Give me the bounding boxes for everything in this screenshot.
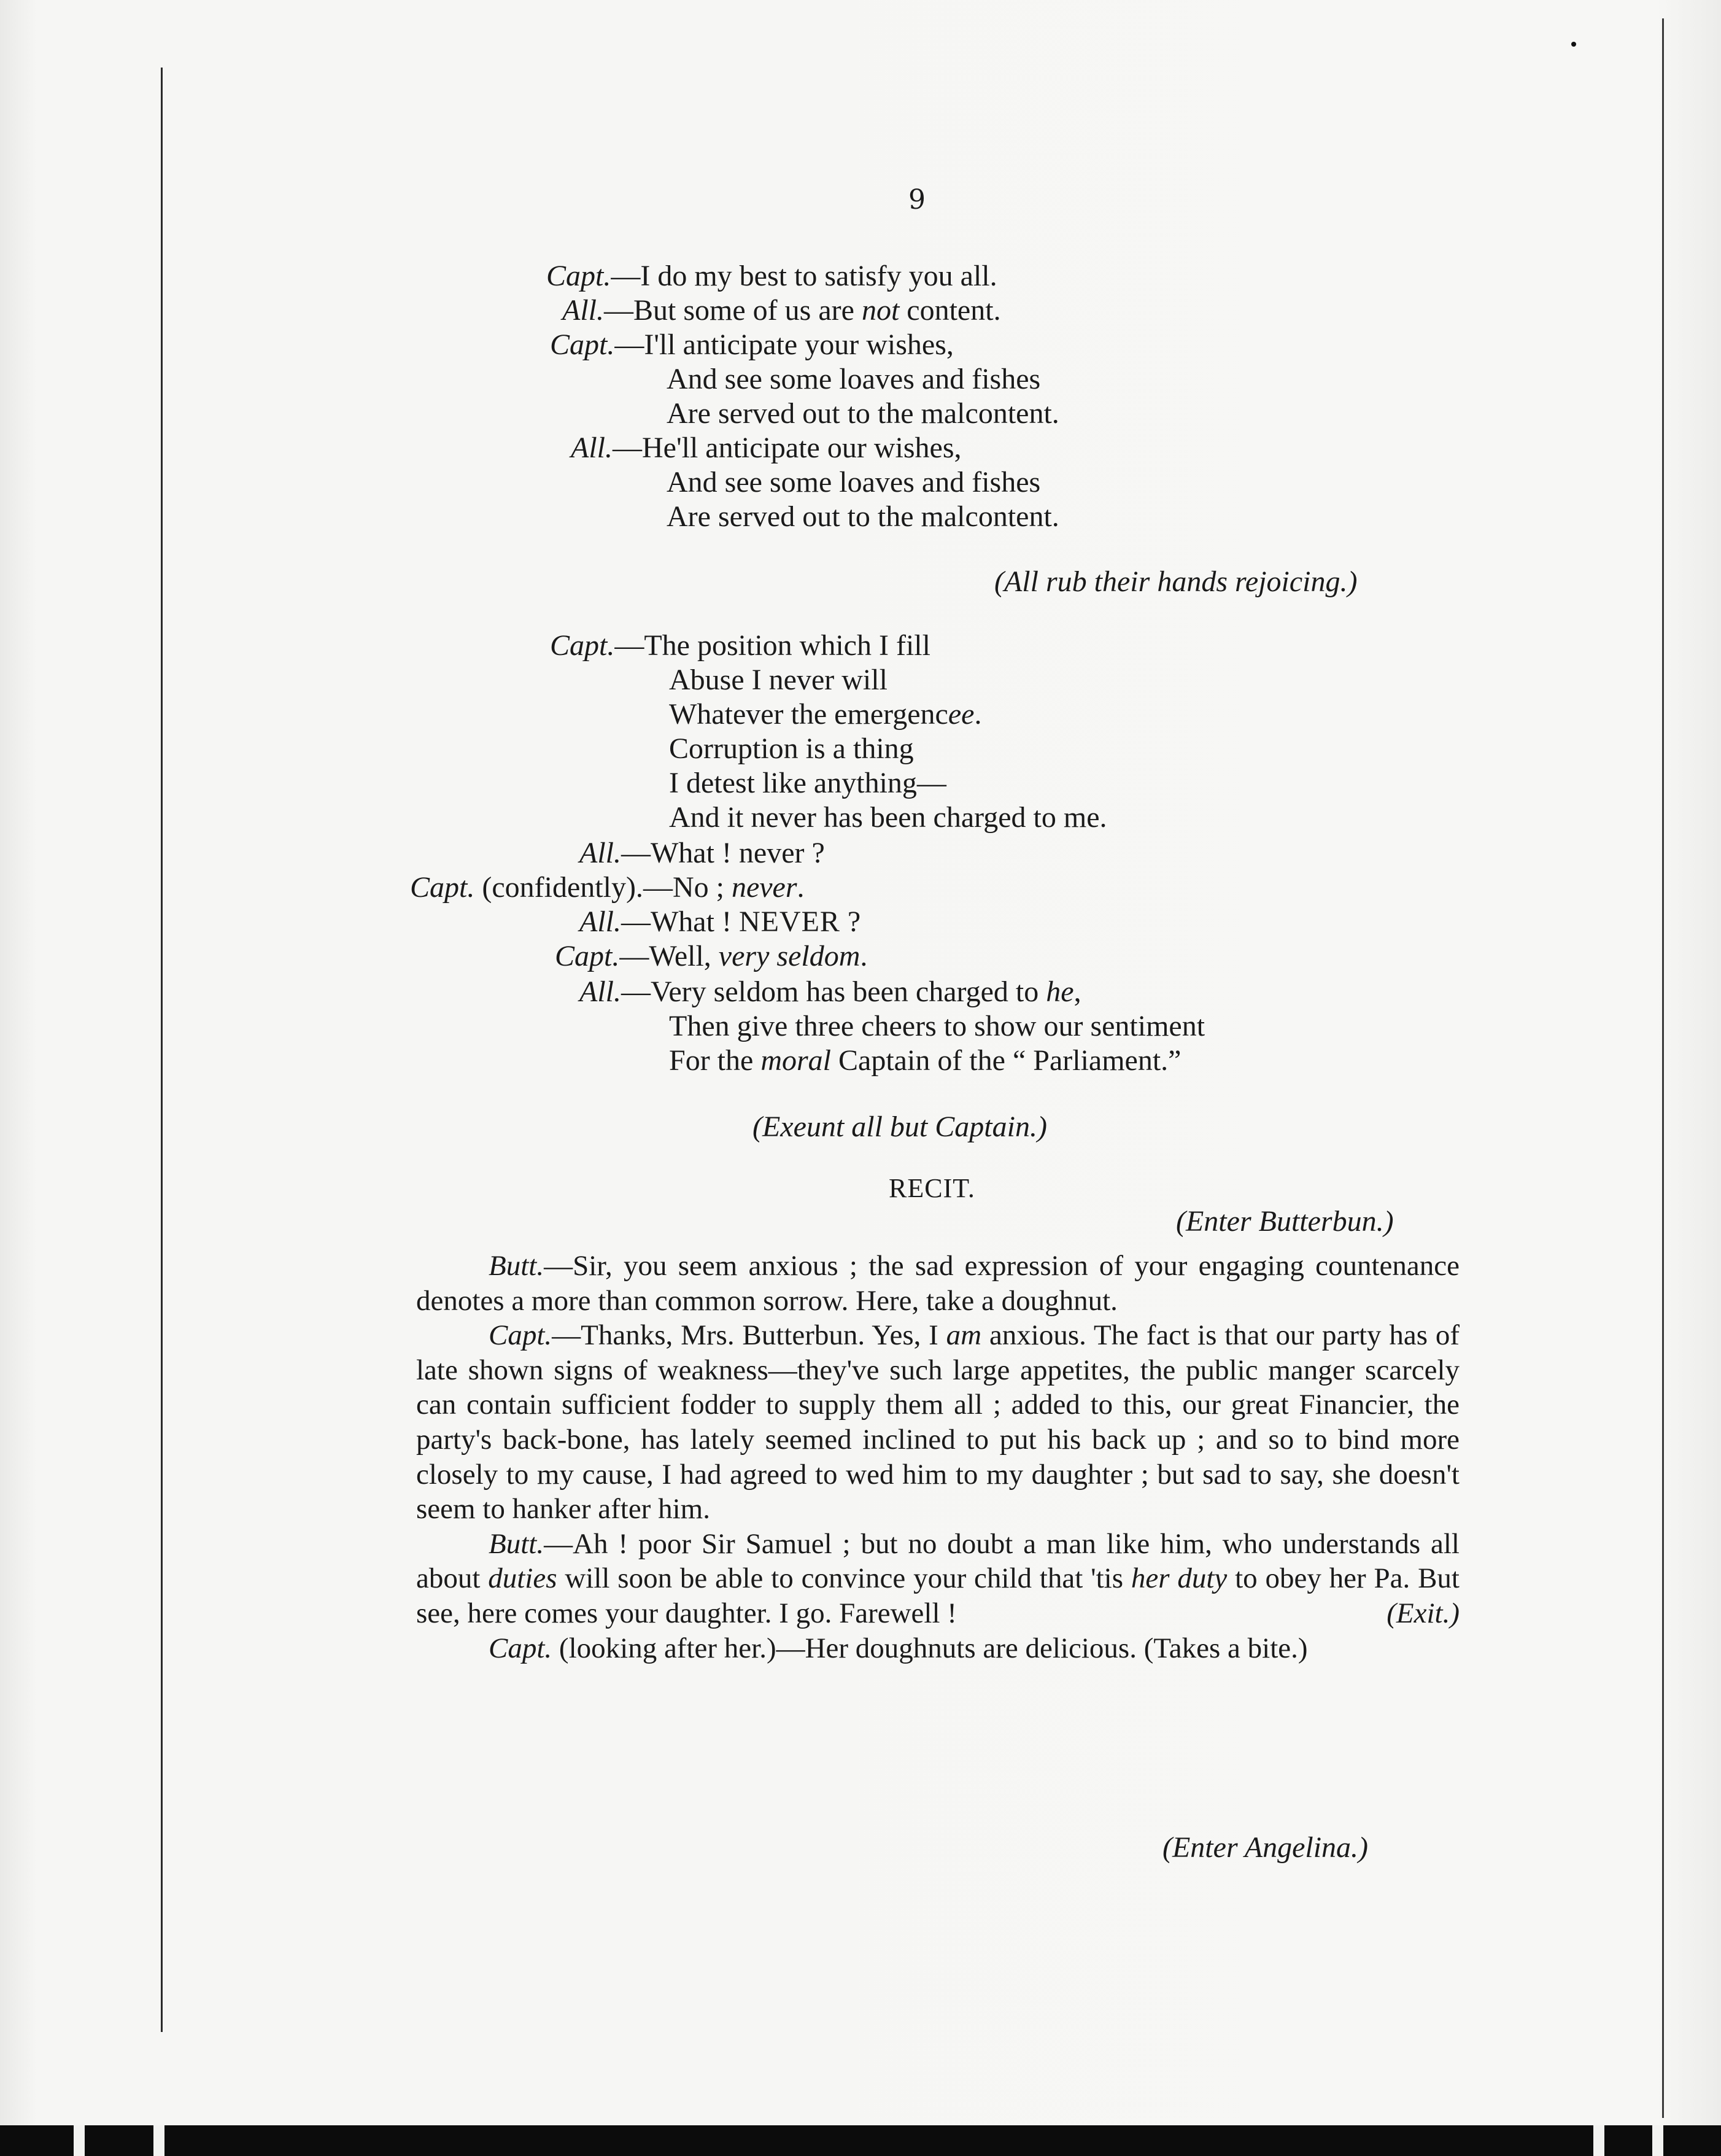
speaker: All. (562, 294, 604, 327)
verse-line: Capt.—Well, very seldom. (555, 940, 868, 972)
verse-line: I detest like anything— (669, 767, 946, 799)
scan-speck (1571, 42, 1576, 47)
speaker: Capt. (546, 260, 611, 292)
stage-direction: (Enter Angelina.) (1162, 1831, 1369, 1864)
verse-line: All.—He'll anticipate our wishes, (571, 432, 962, 464)
speaker: Capt. (410, 871, 475, 904)
verse-line: Capt.—The position which I fill (550, 629, 930, 662)
verse-line: And it never has been charged to me. (669, 801, 1107, 834)
verse-line: Capt.—I do my best to satisfy you all. (546, 260, 997, 292)
speaker: Capt. (555, 940, 620, 972)
verse-line: All.—But some of us are not content. (562, 294, 1001, 327)
speaker: Capt. (550, 328, 615, 361)
verse-line: All.—Very seldom has been charged to he, (579, 975, 1081, 1008)
verse-line: Whatever the emergencee. (669, 698, 982, 731)
verse-line: All.—What ! never ? (579, 837, 825, 869)
prose-paragraph: Butt.—Ah ! poor Sir Samuel ; but no doubt a man like him, who understands all about duties will soon be able to convince your child that 'tis her duty to obey her Pa. But see, here comes your daughter. I go. Farewell ! (Exit.) (416, 1527, 1460, 1631)
verse-line: For the moral Captain of the “ Parliament.” (669, 1044, 1181, 1077)
prose-paragraph: Butt.—Sir, you seem anxious ; the sad expression of your engaging countenance denotes a more than common sorrow. Here, take a doughnut. (416, 1250, 1460, 1317)
speaker: Butt. (489, 1250, 544, 1282)
verse-line: Corruption is a thing (669, 732, 914, 765)
verse-line: Abuse I never will (669, 664, 888, 696)
left-edge-line (161, 68, 163, 2032)
verse-line: Are served out to the malcontent. (667, 500, 1059, 533)
speaker: Capt. (489, 1632, 552, 1664)
speaker: All. (571, 432, 613, 464)
speaker: Capt. (550, 629, 615, 662)
verse-line: And see some loaves and fishes (667, 466, 1041, 498)
stage-direction: (All rub their hands rejoicing.) (994, 565, 1358, 598)
speaker: Capt. (489, 1319, 552, 1352)
verse-line: Are served out to the malcontent. (667, 397, 1059, 430)
speaker: All. (579, 905, 621, 938)
verse-line: All.—What ! NEVER ? (579, 905, 861, 938)
speaker: All. (579, 975, 621, 1008)
speaker: All. (579, 837, 621, 869)
prose-block (416, 1249, 1460, 1665)
verse-line: And see some loaves and fishes (667, 363, 1041, 395)
prose-paragraph: Capt. (looking after her.)—Her doughnuts are delicious. (Takes a bite.) (489, 1632, 1308, 1664)
page-number: 9 (908, 184, 926, 215)
speaker: Butt. (489, 1527, 544, 1560)
exit-direction: (Exit.) (1386, 1597, 1460, 1629)
bottom-scan-edge (0, 2125, 1721, 2156)
verse-line: Capt.—I'll anticipate your wishes, (550, 328, 954, 361)
prose-paragraph: Capt.—Thanks, Mrs. Butterbun. Yes, I am anxious. The fact is that our party has of late shown signs of weakness—they've such large appetites, the public manger scarcely can contain sufficient fodder to supply them all ; added to this, our great Financier, the party's back-bone, has lately seemed inclined to put his back up ; and so to bind more closely to my cause, I had agreed to wed him to my daughter ; but sad to say, she doesn't seem to hanker after him. (416, 1319, 1460, 1526)
recit-heading: RECIT. (889, 1173, 975, 1203)
verse-line: Then give three cheers to show our sentiment (669, 1010, 1205, 1042)
verse-line: Capt. (confidently).—No ; never. (410, 871, 805, 904)
right-edge-line (1662, 18, 1664, 2118)
stage-direction: (Enter Butterbun.) (1176, 1205, 1394, 1238)
stage-direction: (Exeunt all but Captain.) (752, 1111, 1047, 1143)
